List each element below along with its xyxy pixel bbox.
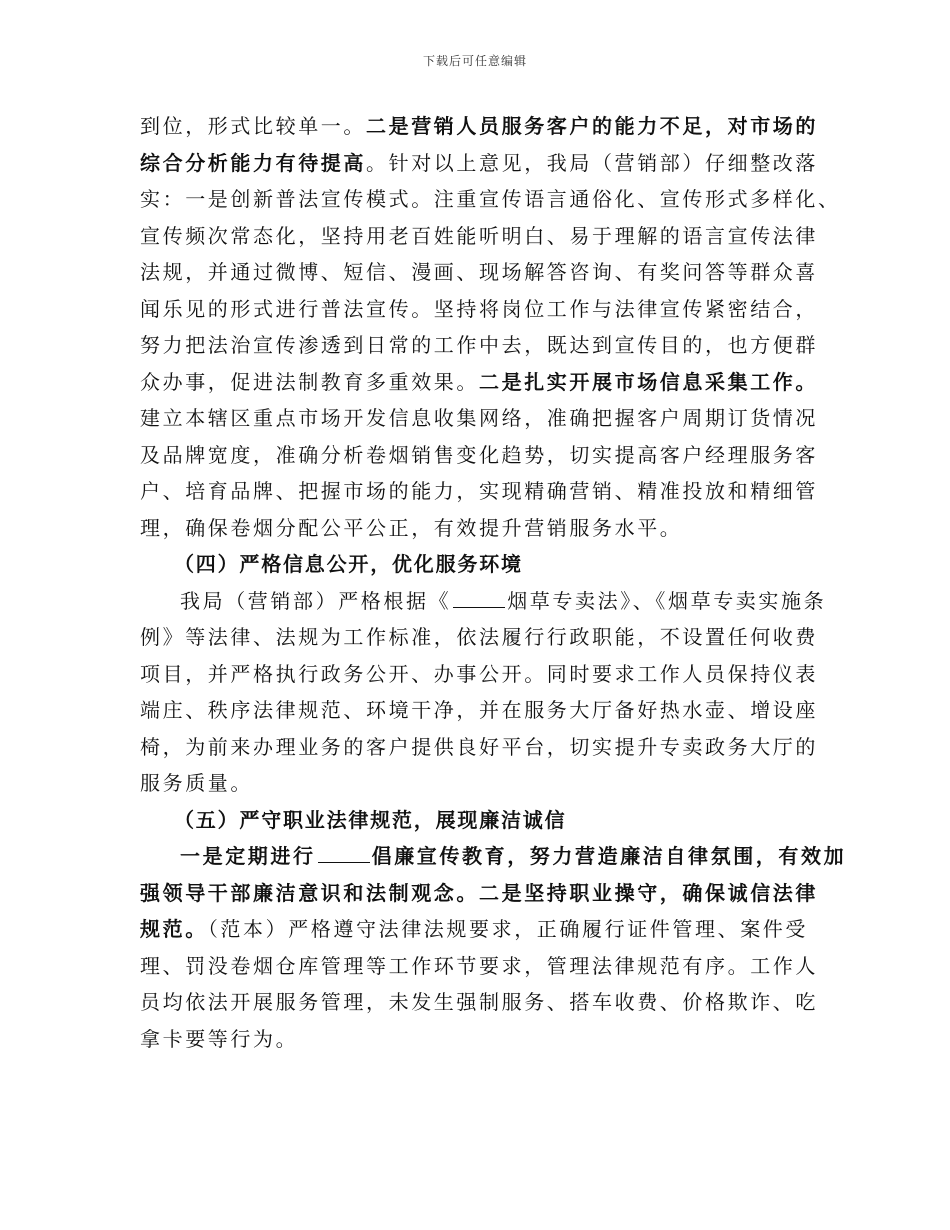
text-line: 端庄、秩序法律规范、环境干净，并在服务大厅备好热水壶、增设座 xyxy=(140,698,818,722)
section-heading-4: （四）严格信息公开，优化服务环境 xyxy=(174,552,523,576)
bold-text-run: 二是营销人员服务客户的能力不足，对市场的 xyxy=(366,114,818,138)
text-line xyxy=(140,108,830,145)
text-line xyxy=(140,145,830,182)
bold-text-run: 规范。 xyxy=(140,917,208,941)
text-line: 建立本辖区重点市场开发信息收集网络，准确把握客户周期订货情况 xyxy=(140,406,818,430)
bold-text-run: 二是扎实开展市场信息采集工作。 xyxy=(479,369,818,394)
text-line xyxy=(140,364,830,401)
bold-text-run: 综合分析能力有待提高 xyxy=(140,150,366,175)
text-line: 户、培育品牌、把握市场的能力，实现精确营销、精准投放和精细管 xyxy=(140,479,818,503)
bold-text-run: 倡廉宣传教育，努力营造廉洁自律氛围，有效加 xyxy=(371,844,847,868)
text-line: 项目，并严格执行政务公开、办事公开。同时要求工作人员保持仪表 xyxy=(140,661,818,686)
document-body xyxy=(140,108,847,1057)
text-line xyxy=(140,911,830,948)
text-run: 众办事，促进法制教育多重效果。 xyxy=(140,369,479,394)
text-run: 到位，形式比较单一。 xyxy=(140,114,366,138)
text-line: 例》等法律、法规为工作标准，依法履行行政职能，不设置任何收费 xyxy=(140,625,818,649)
text-line: 法规，并通过微博、短信、漫画、现场解答咨询、有奖问答等群众喜 xyxy=(140,260,818,284)
text-line: 椅，为前来办理业务的客户提供良好平台，切实提升专卖政务大厅的 xyxy=(140,734,818,759)
text-line: 闻乐见的形式进行普法宣传。坚持将岗位工作与法律宣传紧密结合， xyxy=(140,296,818,321)
text-run: （范本）严格遵守法律法规要求，正确履行证件管理、案件受 xyxy=(207,917,809,941)
text-line: 实：一是创新普法宣传模式。注重宣传语言通俗化、宣传形式多样化、 xyxy=(140,187,841,211)
blank-underline xyxy=(453,589,505,608)
text-line: 努力把法治宣传渗透到日常的工作中去，既达到宣传目的，也方便群 xyxy=(140,333,818,357)
text-run: 烟草专卖法》、《烟草专卖实施条 xyxy=(507,588,827,613)
text-line: 理、罚没卷烟仓库管理等工作环节要求，管理法律规范有序。工作人 xyxy=(140,953,818,978)
text-line: 理，确保卷烟分配公平公正，有效提升营销服务水平。 xyxy=(140,515,683,540)
text-line: 宣传频次常态化，坚持用老百姓能听明白、易于理解的语言宣传法律 xyxy=(140,223,818,248)
text-line: 及品牌宽度，准确分析卷烟销售变化趋势，切实提高客户经理服务客 xyxy=(140,442,818,467)
text-line xyxy=(140,583,830,620)
text-line: 服务质量。 xyxy=(140,771,253,795)
page-header: 下载后可任意编辑 xyxy=(422,54,527,68)
text-line xyxy=(140,838,847,875)
text-line: 拿卡要等行为。 xyxy=(140,1026,299,1051)
text-run: 。针对以上意见，我局（营销部）仔细整改落 xyxy=(366,150,818,175)
bold-text-run: 一是定期进行 xyxy=(180,844,316,868)
text-line: 强领导干部廉洁意识和法制观念。二是坚持职业操守，确保诚信法律 xyxy=(140,880,818,905)
section-heading-5: （五）严守职业法律规范，展现廉洁诚信 xyxy=(174,807,567,832)
text-line: 员均依法开展服务管理，未发生强制服务、搭车收费、价格欺诈、吃 xyxy=(140,990,818,1014)
text-run: 我局（营销部）严格根据《 xyxy=(180,588,452,613)
blank-underline xyxy=(318,844,370,863)
